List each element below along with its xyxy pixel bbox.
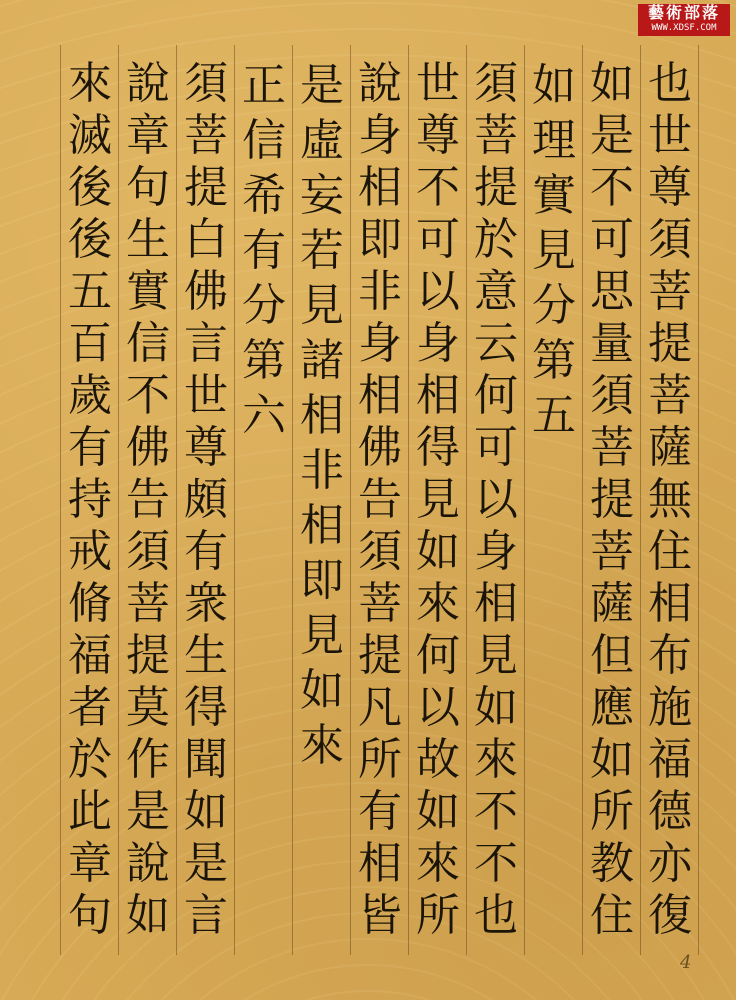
column-text: 如是不可思量須菩提菩薩但應如所教住: [590, 58, 634, 941]
text-column-3: [528, 58, 580, 958]
text-column-5: [412, 58, 464, 958]
column-text: 須菩提於意云何可以身相見如來不不也: [474, 58, 518, 941]
text-column-7: [296, 58, 348, 958]
column-text: 來滅後後五百歲有持戒脩福者於此章句: [68, 58, 112, 941]
column-rule: [176, 45, 177, 955]
text-column-4: [470, 58, 522, 958]
text-column-9: [180, 58, 232, 958]
column-rule: [524, 45, 525, 955]
watermark-title: 藝術部落: [647, 3, 720, 22]
column-rule: [350, 45, 351, 955]
column-text: 須菩提白佛言世尊頗有衆生得聞如是言: [184, 58, 228, 941]
column-rule: [640, 45, 641, 955]
text-column-11: [64, 58, 116, 958]
column-text: 也世尊須菩提菩薩無住相布施福德亦復: [648, 58, 692, 941]
watermark-url: WWW.XDSF.COM: [651, 23, 717, 33]
column-rule: [118, 45, 119, 955]
column-text: 正信希有分第六: [242, 60, 286, 441]
text-column-1: [644, 58, 696, 958]
column-text: 如理實見分第五: [532, 60, 576, 441]
column-text: 是虛妄若見諸相非相即見如來: [300, 60, 344, 771]
page-number: 4: [680, 952, 692, 973]
column-rule: [698, 45, 699, 955]
column-rule: [234, 45, 235, 955]
text-column-8: [238, 58, 290, 958]
column-rule: [60, 45, 61, 955]
text-column-6: [354, 58, 406, 958]
column-text: 說章句生實信不佛告須菩提莫作是說如: [126, 58, 170, 941]
text-column-2: [586, 58, 638, 958]
watermark-badge: [638, 4, 730, 36]
column-rule: [466, 45, 467, 955]
column-text: 世尊不可以身相得見如來何以故如來所: [416, 58, 460, 941]
column-rule: [292, 45, 293, 955]
column-text: 說身相即非身相佛告須菩提凡所有相皆: [358, 58, 402, 941]
text-column-10: [122, 58, 174, 958]
column-rule: [408, 45, 409, 955]
column-rule: [582, 45, 583, 955]
